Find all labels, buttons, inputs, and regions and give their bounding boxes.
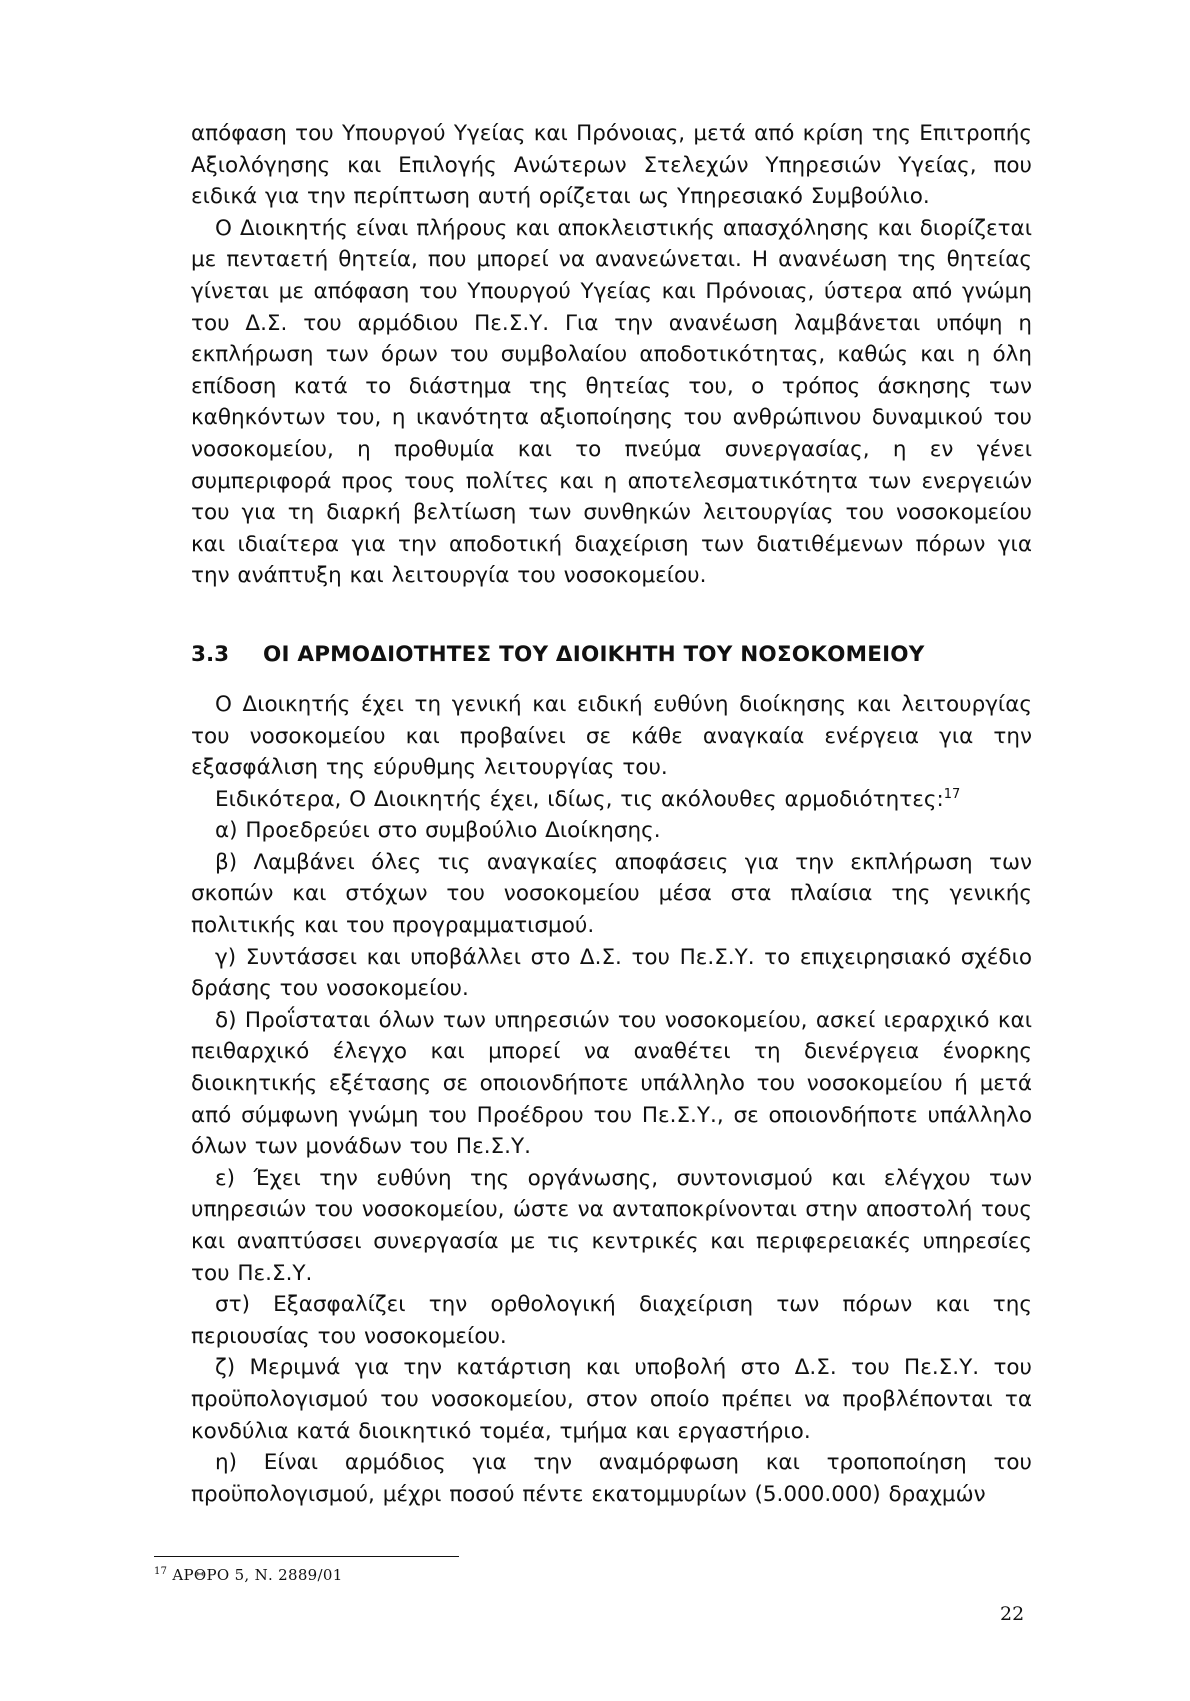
- footnote-ref: 17: [943, 786, 961, 802]
- section-title: ΟΙ ΑΡΜΟΔΙΟΤΗΤΕΣ ΤΟΥ ΔΙΟΙΚΗΤΗ ΤΟΥ ΝΟΣΟΚΟΜΕΙΟΥ: [263, 641, 925, 667]
- section-heading: [191, 642, 1032, 667]
- list-item: στ) Εξασφαλίζει την ορθολογική διαχείριση των πόρων και της περιουσίας του νοσοκομείου.: [191, 1292, 1032, 1349]
- list-item: γ) Συντάσσει και υποβάλλει στο Δ.Σ. του Πε.Σ.Υ. το επιχειρησιακό σχέδιο δράσης του νοσοκομείου.: [191, 944, 1032, 1002]
- footnote-number: 17: [154, 1566, 168, 1577]
- list-item: β) Λαμβάνει όλες τις αναγκαίες αποφάσεις για την εκπλήρωση των σκοπών και στόχων του νοσοκομείου μέσα στα πλαίσια της γενικής πολιτικής και του προγραμματισμού.: [191, 849, 1032, 939]
- footnote-text: ΑΡΘΡΟ 5, Ν. 2889/01: [172, 1566, 343, 1584]
- page-number: 22: [1000, 1603, 1025, 1625]
- list-item: α) Προεδρεύει στο συμβούλιο Διοίκησης.: [215, 818, 661, 844]
- footnote-separator: [154, 1556, 459, 1557]
- section-intro: Ο Διοικητής έχει τη γενική και ειδική ευθύνη διοίκησης και λειτουργίας του νοσοκομείου και προβαίνει σε κάθε αναγκαία ενέργεια για την εξασφάλιση της εύρυθμης λειτουργίας του.: [191, 691, 1032, 781]
- specific-intro: [191, 784, 1032, 816]
- section-number: 3.3: [191, 641, 230, 667]
- list-item: δ) Προΐσταται όλων των υπηρεσιών του νοσοκομείου, ασκεί ιεραρχικό και πειθαρχικό έλεγχο και μπορεί να αναθέτει τη διενέργεια ένορκης διοικητικής εξέτασης σε οποιονδήποτε υπάλληλο του νοσοκομείου ή μετά από σύμφωνη γνώμη του Προέδρου του Πε.Σ.Υ., σε οποιονδήποτε υπάλληλο όλων των μονάδων του Πε.Σ.Υ.: [191, 1007, 1032, 1160]
- list-item: η) Είναι αρμόδιος για την αναμόρφωση και τροποποίηση του προϋπολογισμού, μέχρι ποσού πέντε εκατομμυρίων (5.000.000) δραχμών: [191, 1450, 1032, 1507]
- page-body: [191, 118, 1032, 1510]
- paragraph-continued: απόφαση του Υπουργού Υγείας και Πρόνοιας, μετά από κρίση της Επιτροπής Αξιολόγησης και Επιλογής Ανώτερων Στελεχών Υπηρεσιών Υγείας, που ειδικά για την περίπτωση αυτή ορίζεται ως Υπηρεσιακό Συμβούλιο.: [191, 121, 1032, 210]
- list-item: ζ) Μεριμνά για την κατάρτιση και υποβολή στο Δ.Σ. του Πε.Σ.Υ. του προϋπολογισμού του νοσοκομείου, στον οποίο πρέπει να προβλέπονται τα κονδύλια κατά διοικητικό τομέα, τμήμα και εργαστήριο.: [191, 1355, 1032, 1444]
- paragraph-term-renewal: Ο Διοικητής είναι πλήρους και αποκλειστικής απασχόλησης και διορίζεται με πενταετή θητεία, που μπορεί να ανανεώνεται. Η ανανέωση της θητείας γίνεται με απόφαση του Υπουργού Υγείας και Πρόνοιας, ύστερα από γνώμη του Δ.Σ. του αρμόδιου Πε.Σ.Υ. Για την ανανέωση λαμβάνεται υπόψη η εκπλήρωση των όρων του συμβολαίου αποδοτικότητας, καθώς και η όλη επίδοση κατά το διάστημα της θητείας του, ο τρόπος άσκησης των καθηκόντων του, η ικανότητα αξιοποίησης του ανθρώπινου δυναμικού του νοσοκομείου, η προθυμία και το πνεύμα συνεργασίας, η εν γένει συμπεριφορά προς τους πολίτες και η αποτελεσματικότητα των ενεργειών του για τη διαρκή βελτίωση των συνθηκών λειτουργίας του νοσοκομείου και ιδιαίτερα για την αποδοτική διαχείριση των διατιθέμενων πόρων για την ανάπτυξη και λειτουργία του νοσοκομείου.: [191, 215, 1032, 589]
- list-item: ε) Έχει την ευθύνη της οργάνωσης, συντονισμού και ελέγχου των υπηρεσιών του νοσοκομείου, ώστε να ανταποκρίνονται στην αποστολή τους και αναπτύσσει συνεργασία με τις κεντρικές και περιφερειακές υπηρεσίες του Πε.Σ.Υ.: [191, 1165, 1032, 1286]
- specific-intro-text: Ειδικότερα, Ο Διοικητής έχει, ιδίως, τις ακόλουθες αρμοδιότητες:: [215, 786, 944, 812]
- footnote: [154, 1566, 343, 1584]
